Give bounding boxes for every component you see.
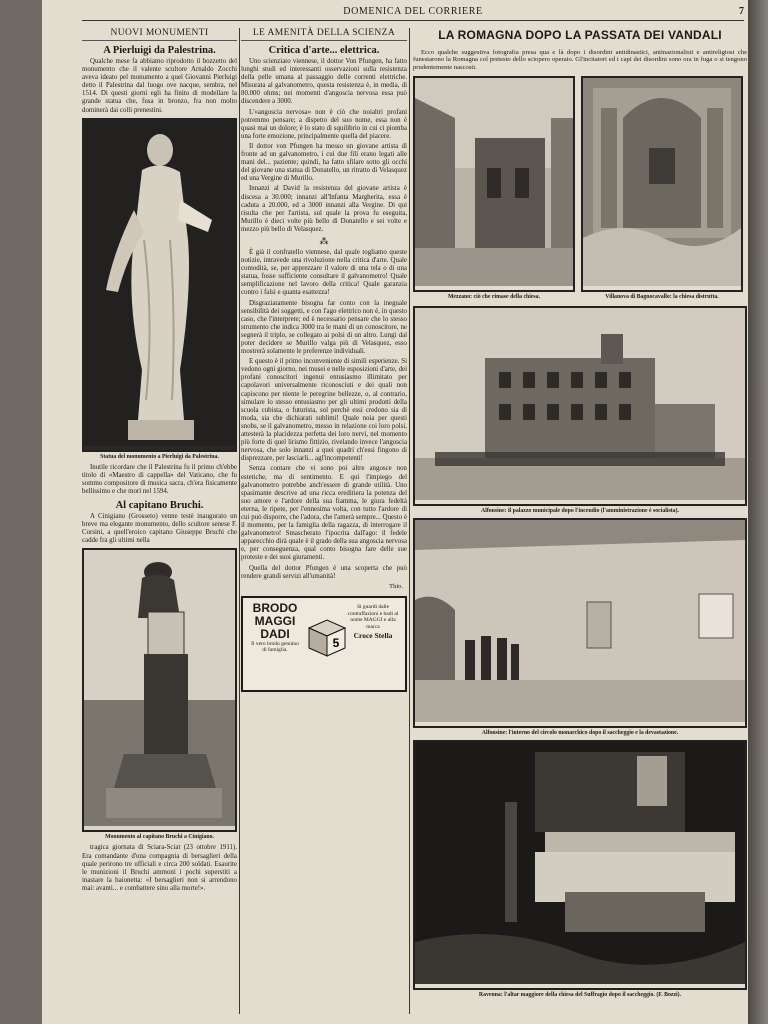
article-paragraph: Disgraziatamente bisogna far conto con la ineguale sensibilità dei soggetti, e con l'ago elettrico non è, in questo caso, che l'interprete; ed è necessario pensare che lo stesso strumento che indica 3000 tra le mani di un conoscitore, ne segnerà il triplo, se collegato ai polsi di un altro. Lungi dal poter decidere se Murillo valga più di Velasquez, esso mostrerà solamente le preferenze individuali.	[241, 299, 407, 356]
ad-line: DADI	[260, 626, 290, 641]
altar-illustration	[415, 742, 745, 984]
article-paragraph: Quella del dottor Pfungen è una scoperta che può rendere grandi servizi all'umanità!	[241, 564, 407, 580]
column-rule	[239, 28, 240, 1014]
ad-brand: Croce Stella	[353, 630, 393, 640]
article-paragraph: Uno scienziato viennese, il dottor Von Pfungen, ha fatto lunghi studi ed interessanti osservazioni sulla resistenza della pelle umana al passaggio delle correnti elettriche. Misurata al galvanometro, questa resistenza è, in media, di 80.000 ohms; nei momenti d'angoscia nervosa essa può discendere a 3000.	[241, 58, 407, 106]
ad-wordmark	[249, 602, 301, 654]
ravenna-altar-photo	[413, 740, 747, 990]
ad-line: BRODO	[252, 600, 298, 615]
town-hall-illustration	[415, 308, 745, 500]
article-paragraph: E questo è il primo inconveniente di simili esperienze. Si vedono ogni giorno, nei musei e nelle esposizioni d'arte, dei profani conoscitori ingenui entusiasmo illimitato per capolavori universalmente riconosciuti e dei quali non capiscono per niente le peregrine bellezze, o, al contrario, simulare lo stesso entusiasmo per gli ultimi prodotti della scuola cubista, o futurista, sol perchè essi credono sia di moda, sia che dichiarati sublimi! Quale noia per questi snobs, se il galvanometro, messo in relazione coi loro polsi, attesterà la placidezza perfetta dei loro nervi, nel momento più forte di quel lirismo fittizio, rivelando invece l'angoscia nervosa, che solo innanzi a quei quadri ch'essi fingono di disprezzare, per lasciarli... agl'incompetenti!	[241, 358, 407, 463]
mezzano-photo	[413, 76, 575, 292]
masthead	[82, 6, 744, 21]
ad-notice-text: Si guardi dalle contraffazioni e badi al nome MAGGI e alla marca	[347, 603, 399, 631]
article-paragraph: Senza contare che vi sono poi altre angosce non estetiche, ma di sentimento. E qui l'impiego del galvanometro potrebbe anch'essere di grande utilità. Uno spasimante descrive ad una ricca ereditiera la potenza del suo amore e l'ardore della sua fiamma, le giura fedeltà eterna, le ripete, per l'ennesima volta, con tutto l'ardore di cui può disporre, che l'adora, che l'amerà sempre... Questo è il momento, per la famiglia della ragazza, di interrogare il galvanometro! Smascherato l'ipocrita dall'ago: il fedele apparecchio dirà quale è il grado della sua angoscia nervosa e, per conseguenza, qual conto bisogna fare delle sue proteste e dei suoi giuramenti.	[241, 465, 407, 562]
photo-caption: Alfonsine: l'interno del circolo monarchico dopo il saccheggio e la devastazione.	[481, 729, 679, 736]
photo-caption: Villanova di Bagnocavallo: la chiesa distrutta.	[605, 293, 719, 300]
article-paragraph: L'«angoscia nervosa» non è ciò che noialtri profani potremmo pensare; a dispetto del suo nome, essa non è quasi mai un dolore; è lo stato di squilibrio in cui ci piomba una forte emozione, principalmente quella del piacere.	[241, 108, 407, 140]
article-paragraph: Qualche mese fa abbiamo riprodotto il bozzetto del monumento che il valente scultore Arnaldo Zocchi aveva ideato pel monumento a quel Giovanni Pierluigi detto il Palestrina dal luogo ove nacque, sembra, nel 1514. Di questi giorni egli ha finito di modellare la grande statua che, fusa in bronzo, fra non molto dominerà dai colli prenestini.	[82, 58, 237, 114]
article-paragraph: Innanzi al David la resistenza del giovane artista è discesa a 30.000; innanzi all'Infanta Margherita, essa è caduta a 20.000, ed a 3000 innanzi alla Vergine. Di qui risulta che per l'artista, sul quale la prova fu eseguita, Murillo è dieci volte più bello di Donatello e sei volte e mezzo più bello di Velasquez.	[241, 185, 407, 233]
photo-block	[581, 76, 743, 304]
photo-block	[413, 76, 575, 304]
alfonsine-town-hall-photo	[413, 306, 747, 506]
article-headline: Al capitano Bruchi.	[115, 500, 204, 512]
article-headline: Critica d'arte... elettrica.	[268, 45, 380, 56]
feature-intro: Ecco qualche suggestiva fotografia presa qua e là dopo i disordini antidinastici, antinazionalisti e antireligiosi che funestarono la Romagna col pretesto dello sciopero operaio. Gl'incitatori ed i capi dei disordini sono ora in fuga o si tengono prudentemente nascosti.	[413, 48, 747, 72]
photo-caption: Mezzano: ciò che rimase della chiesa.	[447, 293, 541, 300]
cube-number: 5	[332, 635, 340, 650]
ad-tagline: Il vero brodo genuino di famiglia.	[251, 640, 299, 654]
photo-caption: Ravenna: l'altar maggiore della chiesa del Suffragio dopo il saccheggio. (F. Bozzi).	[478, 991, 682, 998]
photo-caption: Monumento al capitano Bruchi a Cinigiano.	[105, 834, 214, 841]
statue-illustration	[84, 120, 235, 446]
page-number: 7	[739, 6, 744, 17]
advertisement	[241, 596, 407, 692]
newspaper-page	[42, 0, 748, 1024]
devastated-interior-illustration	[415, 520, 745, 722]
article-paragraph: tragica giornata di Sciara-Sciat (23 ottobre 1911). Era comandante d'una compagnia di bersaglieri della quale perirono tre ufficiali e circa 200 soldati. Esaurite le munizioni il Bruchi ammonì i pochi superstiti a inastare la baionetta: «I bersaglieri non si arrendono mai: avanti... e combattere sino alla morte!».	[82, 844, 237, 892]
feature-headline: LA ROMAGNA DOPO LA PASSATA DEI VANDALI	[438, 28, 722, 42]
middle-column	[241, 26, 407, 1016]
section-heading: NUOVI MONUMENTI	[82, 28, 237, 41]
section-heading: LE AMENITÀ DELLA SCIENZA	[241, 28, 407, 41]
section-divider: ⁂	[319, 235, 329, 246]
article-paragraph: Inutile ricordare che il Palestrina fu il primo ch'ebbe titolo di «Maestro di cappella» del Vaticano, che fu sommo compositore di musica sacra, ch'era fisicamente bellissimo e che morì nel 1594.	[82, 463, 237, 495]
ad-line: MAGGI	[254, 613, 296, 628]
page-edge	[748, 0, 768, 1024]
article-paragraph: Il dottor von Pfungen ha messo un giovane artista di fronte ad un galvanometro, i cui due fili erano legati alle mani del... paziente; quindi, ha fatto sfilare sotto gli occhi del giovane una statua di Donatello, un ritratto di Velasquez ed una Vergine di Murillo.	[241, 142, 407, 183]
statue-photo	[82, 118, 237, 452]
article-paragraph: È già il confratello viennese, dal quale togliamo queste notizie, intravede una rivoluzione nella critica d'arte. Quale comodità, se, per apprezzare il valore di una tela o di una statua, fosse sufficiente consultare il galvanometro! Quale semplificazione nel lavoro della critica! Quale garanzia contro i falsi e quanta esattezza!	[241, 248, 407, 297]
photo-caption: Statua del monumento a Pierluigi da Palestrina.	[100, 453, 219, 460]
right-column	[413, 26, 747, 1020]
left-column	[82, 26, 237, 1016]
photo-row	[413, 76, 747, 304]
article-paragraph: A Cinigiano (Grosseto) venne testè inaugurato un breve ma elegante monumento, dello scultore senese F. Corsini, a quell'eroico capitano Giuseppe Bruchi che cadde fra gli ultimi nella	[82, 513, 237, 545]
monument-illustration	[84, 550, 235, 826]
photo-caption: Alfonsine: il palazzo municipale dopo l'incendio (l'amministrazione è socialista).	[481, 507, 679, 514]
alfonsine-interior-photo	[413, 518, 747, 728]
author-signature: Thio.	[389, 582, 403, 590]
ruined-church-illustration	[415, 78, 573, 286]
villanova-photo	[581, 76, 743, 292]
article-headline: A Pierluigi da Palestrina.	[103, 45, 216, 56]
masthead-title: DOMENICA DEL CORRIERE	[343, 6, 483, 17]
column-rule	[409, 28, 410, 1014]
bouillon-cube-icon	[303, 614, 349, 660]
monument-photo	[82, 548, 237, 832]
ad-notice	[346, 604, 400, 640]
destroyed-church-illustration	[583, 78, 741, 286]
